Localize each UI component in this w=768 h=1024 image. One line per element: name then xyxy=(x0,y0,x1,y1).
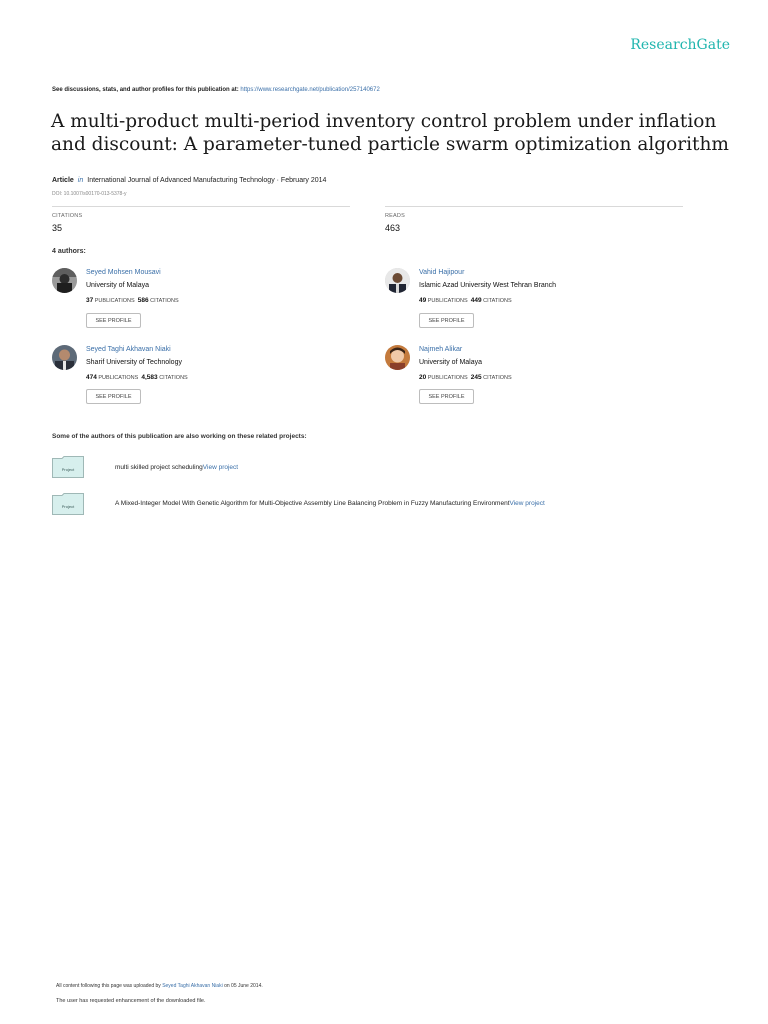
author-publications-count: 49 xyxy=(419,297,427,304)
journal-name[interactable]: International Journal of Advanced Manufacturing Technology · February 2014 xyxy=(87,177,327,184)
author-publications-label: PUBLICATIONS xyxy=(427,298,468,304)
author-affiliation[interactable]: University of Malaya xyxy=(86,282,150,289)
author-avatar[interactable] xyxy=(52,345,77,370)
project-folder-icon[interactable] xyxy=(52,456,84,478)
citations-label: CITATIONS xyxy=(52,213,83,219)
project-title: A Mixed-Integer Model With Genetic Algorithm for Multi-Objective Assembly Line Balancing Problem in Fuzzy Manufacturing Environment xyxy=(115,500,510,507)
discussion-line xyxy=(52,87,380,93)
see-profile-button[interactable]: SEE PROFILE xyxy=(419,313,474,328)
author-name[interactable]: Seyed Taghi Akhavan Niaki xyxy=(86,346,171,353)
divider-right xyxy=(385,206,683,207)
paper-title: A multi-product multi-period inventory control problem under inflation and discount: A parameter-tuned particle swarm optimization algorithm xyxy=(51,111,729,155)
author-citations-count: 586 xyxy=(137,297,149,304)
paper-meta xyxy=(52,177,326,184)
reads-value: 463 xyxy=(385,223,401,233)
author-publications-label: PUBLICATIONS xyxy=(94,298,135,304)
uploader-link[interactable]: Seyed Taghi Akhavan Niaki xyxy=(162,983,223,989)
author-affiliation[interactable]: Islamic Azad University West Tehran Branch xyxy=(419,282,557,289)
avatar-photo-icon xyxy=(52,345,77,370)
related-projects-heading: Some of the authors of this publication are also working on these related projects: xyxy=(52,433,307,440)
author-name[interactable]: Najmeh Alikar xyxy=(419,346,463,353)
author-citations-label: CITATIONS xyxy=(150,298,179,304)
project-folder-icon[interactable] xyxy=(52,493,84,515)
authors-heading: 4 authors: xyxy=(52,248,86,255)
upload-prefix: All content following this page was uploaded by xyxy=(56,983,163,989)
author-avatar[interactable] xyxy=(385,345,410,370)
reads-label: READS xyxy=(385,213,405,219)
project-item xyxy=(115,500,545,507)
author-publications-label: PUBLICATIONS xyxy=(427,375,468,381)
project-title: multi skilled project scheduling xyxy=(115,464,203,471)
in-label: in xyxy=(77,177,84,184)
project-icon-label: Project xyxy=(61,504,75,509)
author-publications-count: 37 xyxy=(86,297,94,304)
author-stats xyxy=(419,297,512,304)
researchgate-logo[interactable]: ResearchGate xyxy=(630,37,730,53)
author-publications-count: 20 xyxy=(419,374,427,381)
author-citations-count: 449 xyxy=(470,297,482,304)
avatar-photo-icon xyxy=(385,345,410,370)
author-affiliation[interactable]: University of Malaya xyxy=(419,359,483,366)
author-avatar[interactable] xyxy=(385,268,410,293)
view-project-link[interactable]: View project xyxy=(509,500,545,507)
project-icon-label: Project xyxy=(61,467,75,472)
upload-suffix: on 05 June 2014. xyxy=(222,983,263,989)
author-avatar[interactable] xyxy=(52,268,77,293)
author-affiliation[interactable]: Sharif University of Technology xyxy=(86,359,182,366)
doi: DOI: 10.1007/s00170-013-5378-y xyxy=(52,191,127,197)
see-profile-button[interactable]: SEE PROFILE xyxy=(86,313,141,328)
author-citations-count: 245 xyxy=(470,374,482,381)
author-citations-label: CITATIONS xyxy=(483,298,512,304)
citations-value: 35 xyxy=(52,223,63,233)
author-stats xyxy=(419,374,512,381)
enhancement-note: The user has requested enhancement of the downloaded file. xyxy=(56,998,206,1004)
folder-icon xyxy=(52,493,84,515)
author-stats xyxy=(86,297,179,304)
author-publications-count: 474 xyxy=(86,374,97,381)
author-name[interactable]: Seyed Mohsen Mousavi xyxy=(86,269,161,276)
see-profile-button[interactable]: SEE PROFILE xyxy=(86,389,141,404)
author-publications-label: PUBLICATIONS xyxy=(98,375,139,381)
author-citations-label: CITATIONS xyxy=(159,375,188,381)
paper-type: Article xyxy=(52,177,74,184)
author-citations-count: 4,583 xyxy=(141,374,158,381)
author-name[interactable]: Vahid Hajipour xyxy=(419,269,465,276)
view-project-link[interactable]: View project xyxy=(202,464,239,471)
divider-left xyxy=(52,206,350,207)
upload-note xyxy=(56,983,263,989)
folder-icon xyxy=(52,456,84,478)
project-item xyxy=(115,464,238,471)
author-stats xyxy=(86,374,188,381)
see-profile-button[interactable]: SEE PROFILE xyxy=(419,389,474,404)
avatar-photo-icon xyxy=(52,268,77,293)
author-citations-label: CITATIONS xyxy=(483,375,512,381)
avatar-photo-icon xyxy=(385,268,410,293)
publication-url[interactable]: https://www.researchgate.net/publication/257140672 xyxy=(240,87,380,93)
discussion-text: See discussions, stats, and author profiles for this publication at: xyxy=(52,87,241,93)
